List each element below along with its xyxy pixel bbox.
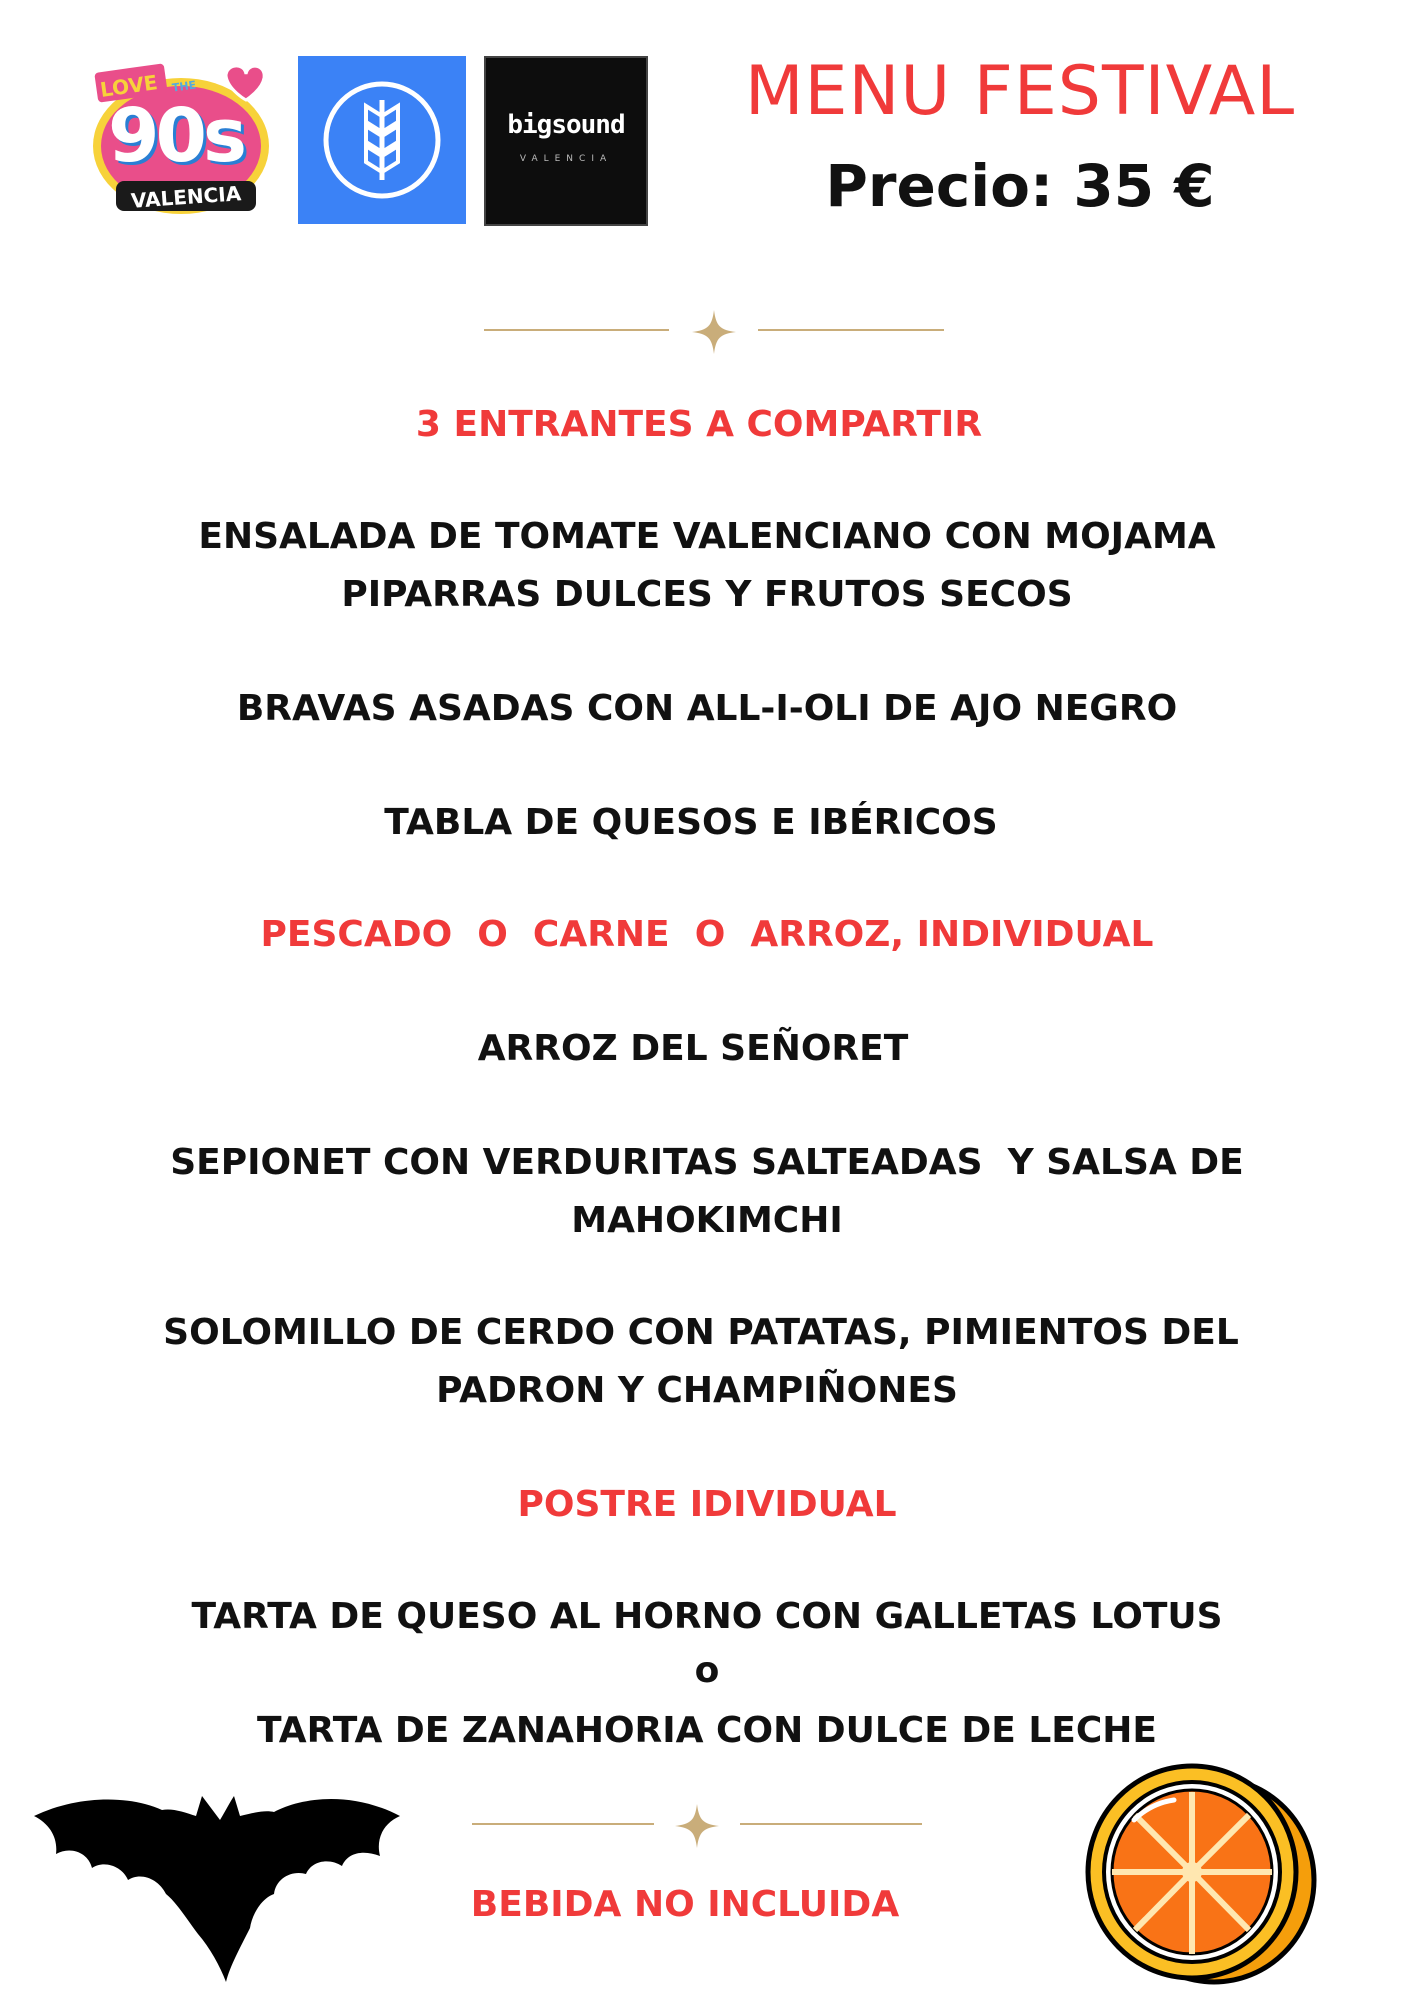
menu-title: MENU FESTIVAL [744,52,1296,131]
section-heading-dessert: POSTRE IDIVIDUAL [517,1484,897,1525]
menu-item: ENSALADA DE TOMATE VALENCIANO CON MOJAMA [198,516,1216,557]
menu-item: BRAVAS ASADAS CON ALL-I-OLI DE AJO NEGRO [236,688,1178,729]
menu-price: Precio: 35 € [825,152,1215,220]
sparkle-icon [692,310,736,354]
wheat-logo [298,56,466,224]
menu-item: PADRON Y CHAMPIÑONES [436,1370,958,1411]
wheat-icon [298,56,466,224]
menu-item: TARTA DE ZANAHORIA CON DULCE DE LECHE [256,1710,1158,1751]
menu-item: PIPARRAS DULCES Y FRUTOS SECOS [341,574,1073,615]
menu-item-or: o [694,1650,720,1691]
menu-item: TARTA DE QUESO AL HORNO CON GALLETAS LOTUS [191,1596,1223,1637]
menu-item: MAHOKIMCHI [571,1200,843,1241]
orange-slice-icon [1074,1750,1324,1990]
menu-item: TABLA DE QUESOS E IBÉRICOS [384,802,998,843]
bottom-divider [472,1804,922,1844]
bigsound-sub: VALENCIA [519,154,613,164]
the-label: THE [171,78,198,95]
top-divider [484,310,944,350]
sparkle-icon [675,1804,719,1848]
ninety-label: 90s [108,93,244,179]
section-heading-mains: PESCADO O CARNE O ARROZ, INDIVIDUAL [260,914,1154,955]
menu-item: ARROZ DEL SEÑORET [477,1028,909,1069]
love-the-90s-logo [86,56,276,226]
menu-item: SOLOMILLO DE CERDO CON PATATAS, PIMIENTOS DEL [163,1312,1239,1353]
bigsound-name: bigsound [507,110,625,140]
section-heading-starters: 3 ENTRANTES A COMPARTIR [415,404,983,445]
drinks-note: BEBIDA NO INCLUIDA [470,1884,900,1925]
bat-icon [30,1790,410,1990]
menu-item: SEPIONET CON VERDURITAS SALTEADAS Y SALSA DE [170,1142,1244,1183]
valencia-label: VALENCIA [130,181,242,213]
love-label: LOVE [98,70,160,102]
bigsound-logo [484,56,648,226]
